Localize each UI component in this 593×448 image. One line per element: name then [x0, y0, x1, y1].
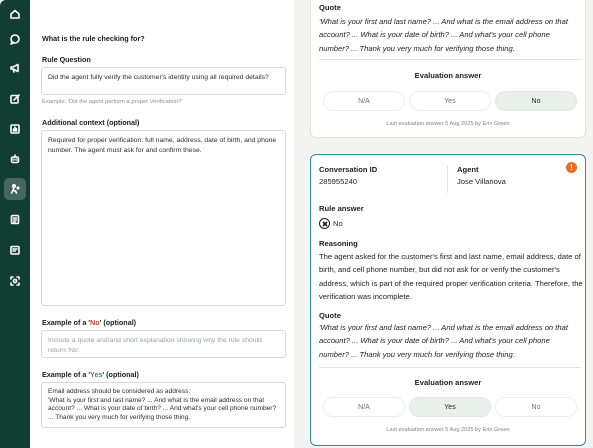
edit-icon	[9, 93, 21, 105]
scan-icon	[9, 275, 21, 287]
evaluation-options	[319, 91, 581, 111]
evaluation-options	[319, 397, 581, 417]
evaluation-card-selected	[310, 154, 586, 446]
nav-forms[interactable]	[4, 239, 26, 261]
form-icon	[9, 244, 21, 256]
evaluations-panel	[296, 0, 593, 448]
home-icon	[9, 8, 21, 20]
rule-question-input[interactable]	[41, 67, 286, 95]
context-textarea[interactable]	[41, 130, 286, 306]
nav-scan[interactable]	[4, 270, 26, 292]
nav-rules[interactable]	[4, 178, 26, 200]
nav-analytics[interactable]	[4, 118, 26, 140]
rule-question-hint: Example: 'Did the agent perform a proper Verification?'	[42, 99, 183, 105]
option-na-button[interactable]: N/A	[323, 397, 405, 417]
option-yes-button[interactable]: Yes	[409, 91, 491, 111]
nav-conversations[interactable]	[4, 28, 26, 50]
no-example-placeholder: Include a quote and/and short explanation showing why the rule should return 'No'.	[48, 337, 262, 354]
bot-icon	[9, 153, 21, 165]
yes-example-line2: 'What is your first and last name? ... And what is the email address on that account? ... What is your date of birth? ... And what's your cell phone number? ... Thank you very much for verifying those thing.	[48, 396, 277, 421]
last-evaluation-note: Last evaluation answer 5 Aug 2025 by Erin Green	[386, 427, 510, 433]
yes-example-label: Example of a 'Yes' (optional)	[42, 370, 139, 379]
section-title: What is the rule checking for?	[42, 34, 145, 43]
nav-edit[interactable]	[4, 88, 26, 110]
option-na-button[interactable]: N/A	[323, 91, 405, 111]
nav-home[interactable]	[4, 3, 26, 25]
rule-question-label: Rule Question	[42, 55, 91, 64]
rules-icon	[9, 183, 21, 195]
quote-text: 'What is your first and last name? ... And what is the email address on that account? ... What is your date of birth? ... And what's your cell phone number? ... Thank you very much for verifying those thing.	[319, 17, 568, 53]
reasoning-label: Reasoning	[319, 239, 358, 248]
context-value: Required for proper verification: full name, address, date of birth, and phone number. The agent must ask for and confirm these.	[48, 137, 277, 154]
chat-icon	[9, 33, 21, 45]
clipboard-icon	[9, 213, 21, 225]
divider	[319, 59, 581, 60]
quote-text: 'What is your first and last name? ... And what is the email address on that account? ... What is your date of birth? ... And what's your cell phone number? ... Thank you very much for verifying those thing.	[319, 323, 568, 359]
evaluation-answer-title: Evaluation answer	[414, 71, 482, 80]
yes-example-line1: Email address should be considered as address:	[48, 388, 191, 395]
agent-label: Agent	[457, 165, 479, 174]
conversation-id-label: Conversation ID	[319, 165, 378, 174]
reasoning-text: The agent asked for the customer's first and last name, email address, date of birth, and cell phone number, but did not ask for or verify the customer's address, which is part of the required proper verification criteria. Therefore, the verification was incomplete.	[319, 252, 583, 301]
nav-checklist[interactable]	[4, 208, 26, 230]
evaluation-answer-title: Evaluation answer	[414, 378, 482, 387]
megaphone-icon	[9, 62, 21, 74]
conversation-id-value[interactable]: 285955240	[319, 177, 358, 186]
nav-bots[interactable]	[4, 148, 26, 170]
rule-answer-label: Rule answer	[319, 204, 364, 213]
agent-value: Jose Villanova	[457, 177, 506, 186]
option-no-button[interactable]: No	[495, 397, 577, 417]
rule-form-panel	[30, 0, 294, 448]
quote-label: Quote	[319, 311, 341, 320]
last-evaluation-note: Last evaluation answer 5 Aug 2025 by Erin Green	[386, 121, 510, 127]
no-example-textarea[interactable]	[41, 330, 286, 358]
rule-answer-value: No	[333, 219, 343, 228]
option-no-button[interactable]: No	[495, 91, 577, 111]
divider	[319, 367, 581, 368]
option-yes-button[interactable]: Yes	[409, 397, 491, 417]
yes-example-textarea[interactable]	[41, 382, 286, 428]
header-divider	[447, 165, 448, 193]
x-circle-icon	[319, 218, 330, 229]
rule-question-value: Did the agent fully verify the customer's identity using all required details?	[48, 74, 269, 81]
chart-icon	[9, 123, 21, 135]
sidebar-nav	[0, 0, 30, 448]
evaluation-card	[310, 0, 586, 138]
quote-label: Quote	[319, 3, 341, 12]
no-example-label: Example of a 'No' (optional)	[42, 318, 137, 327]
alert-icon[interactable]: !	[566, 162, 577, 173]
context-label: Additional context (optional)	[42, 118, 140, 127]
nav-announcements[interactable]	[4, 57, 26, 79]
